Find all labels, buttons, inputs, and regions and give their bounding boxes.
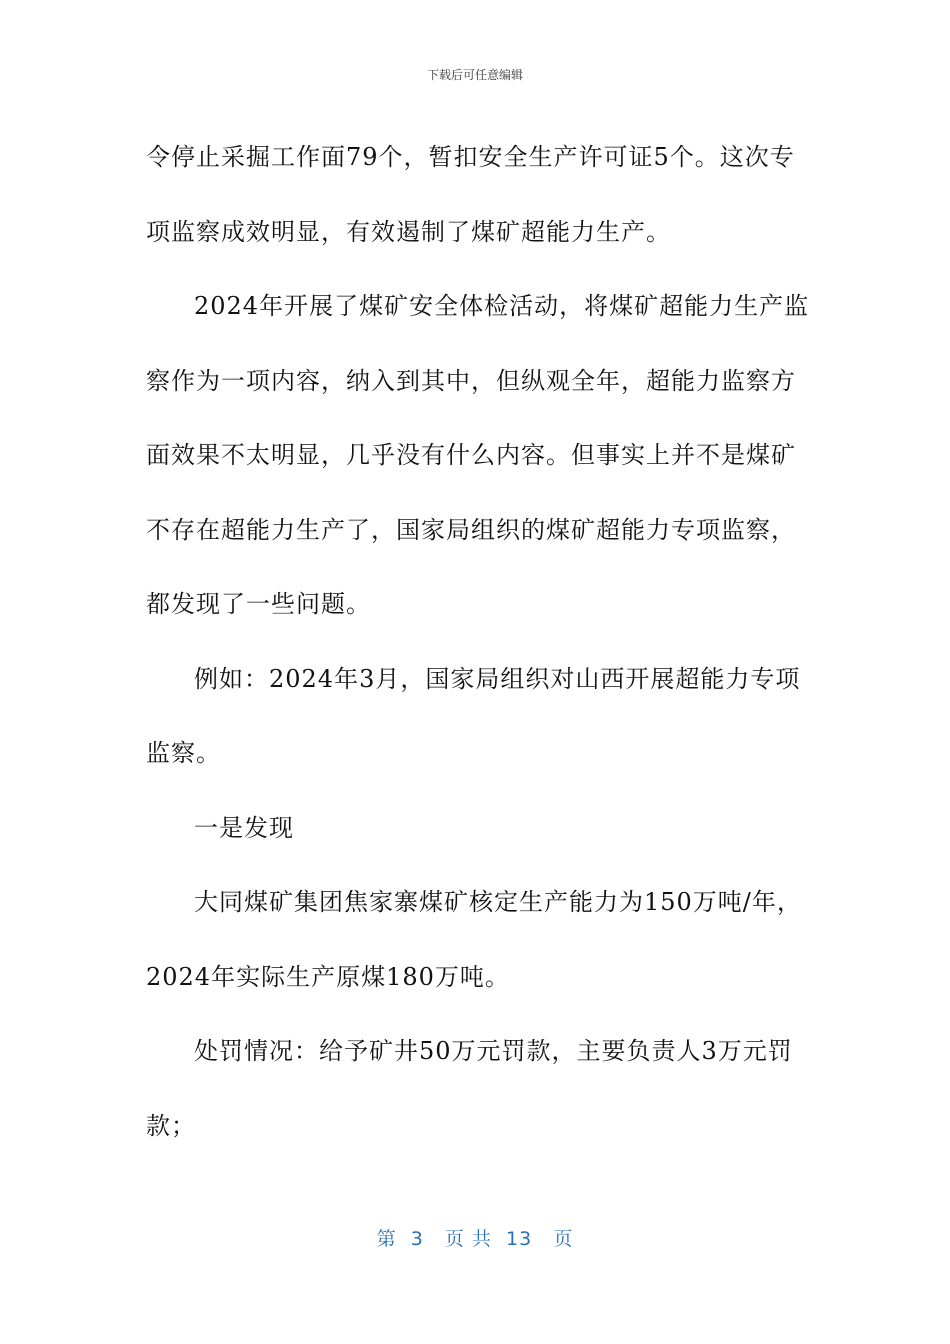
download-note: 下载后可任意编辑 bbox=[426, 68, 523, 82]
paragraph-3: 例如：2024年3月，国家局组织对山西开展超能力专项监察。 bbox=[146, 664, 801, 767]
paragraph-4: 一是发现 bbox=[194, 813, 294, 842]
paragraph-6: 处罚情况：给予矿井50万元罚款，主要负责人3万元罚款； bbox=[146, 1037, 793, 1140]
paragraph-2: 2024年开展了煤矿安全体检活动，将煤矿超能力生产监察作为一项内容，纳入到其中，但纵观全年，超能力监察方面效果不太明显，几乎没有什么内容。但事实上并不是煤矿不存在超能力生产了，国家局组织的煤矿超能力专项监察，都发现了一些问题。 bbox=[146, 292, 810, 618]
page-number: 第 3 页 共 13 页 bbox=[376, 1228, 574, 1250]
paragraph-1: 令停止采掘工作面79个，暂扣安全生产许可证5个。这次专项监察成效明显，有效遏制了煤矿超能力生产。 bbox=[146, 143, 795, 246]
paragraph-5: 大同煤矿集团焦家寨煤矿核定生产能力为150万吨/年，2024年实际生产原煤180万吨。 bbox=[146, 888, 802, 991]
document-body bbox=[146, 120, 811, 1163]
